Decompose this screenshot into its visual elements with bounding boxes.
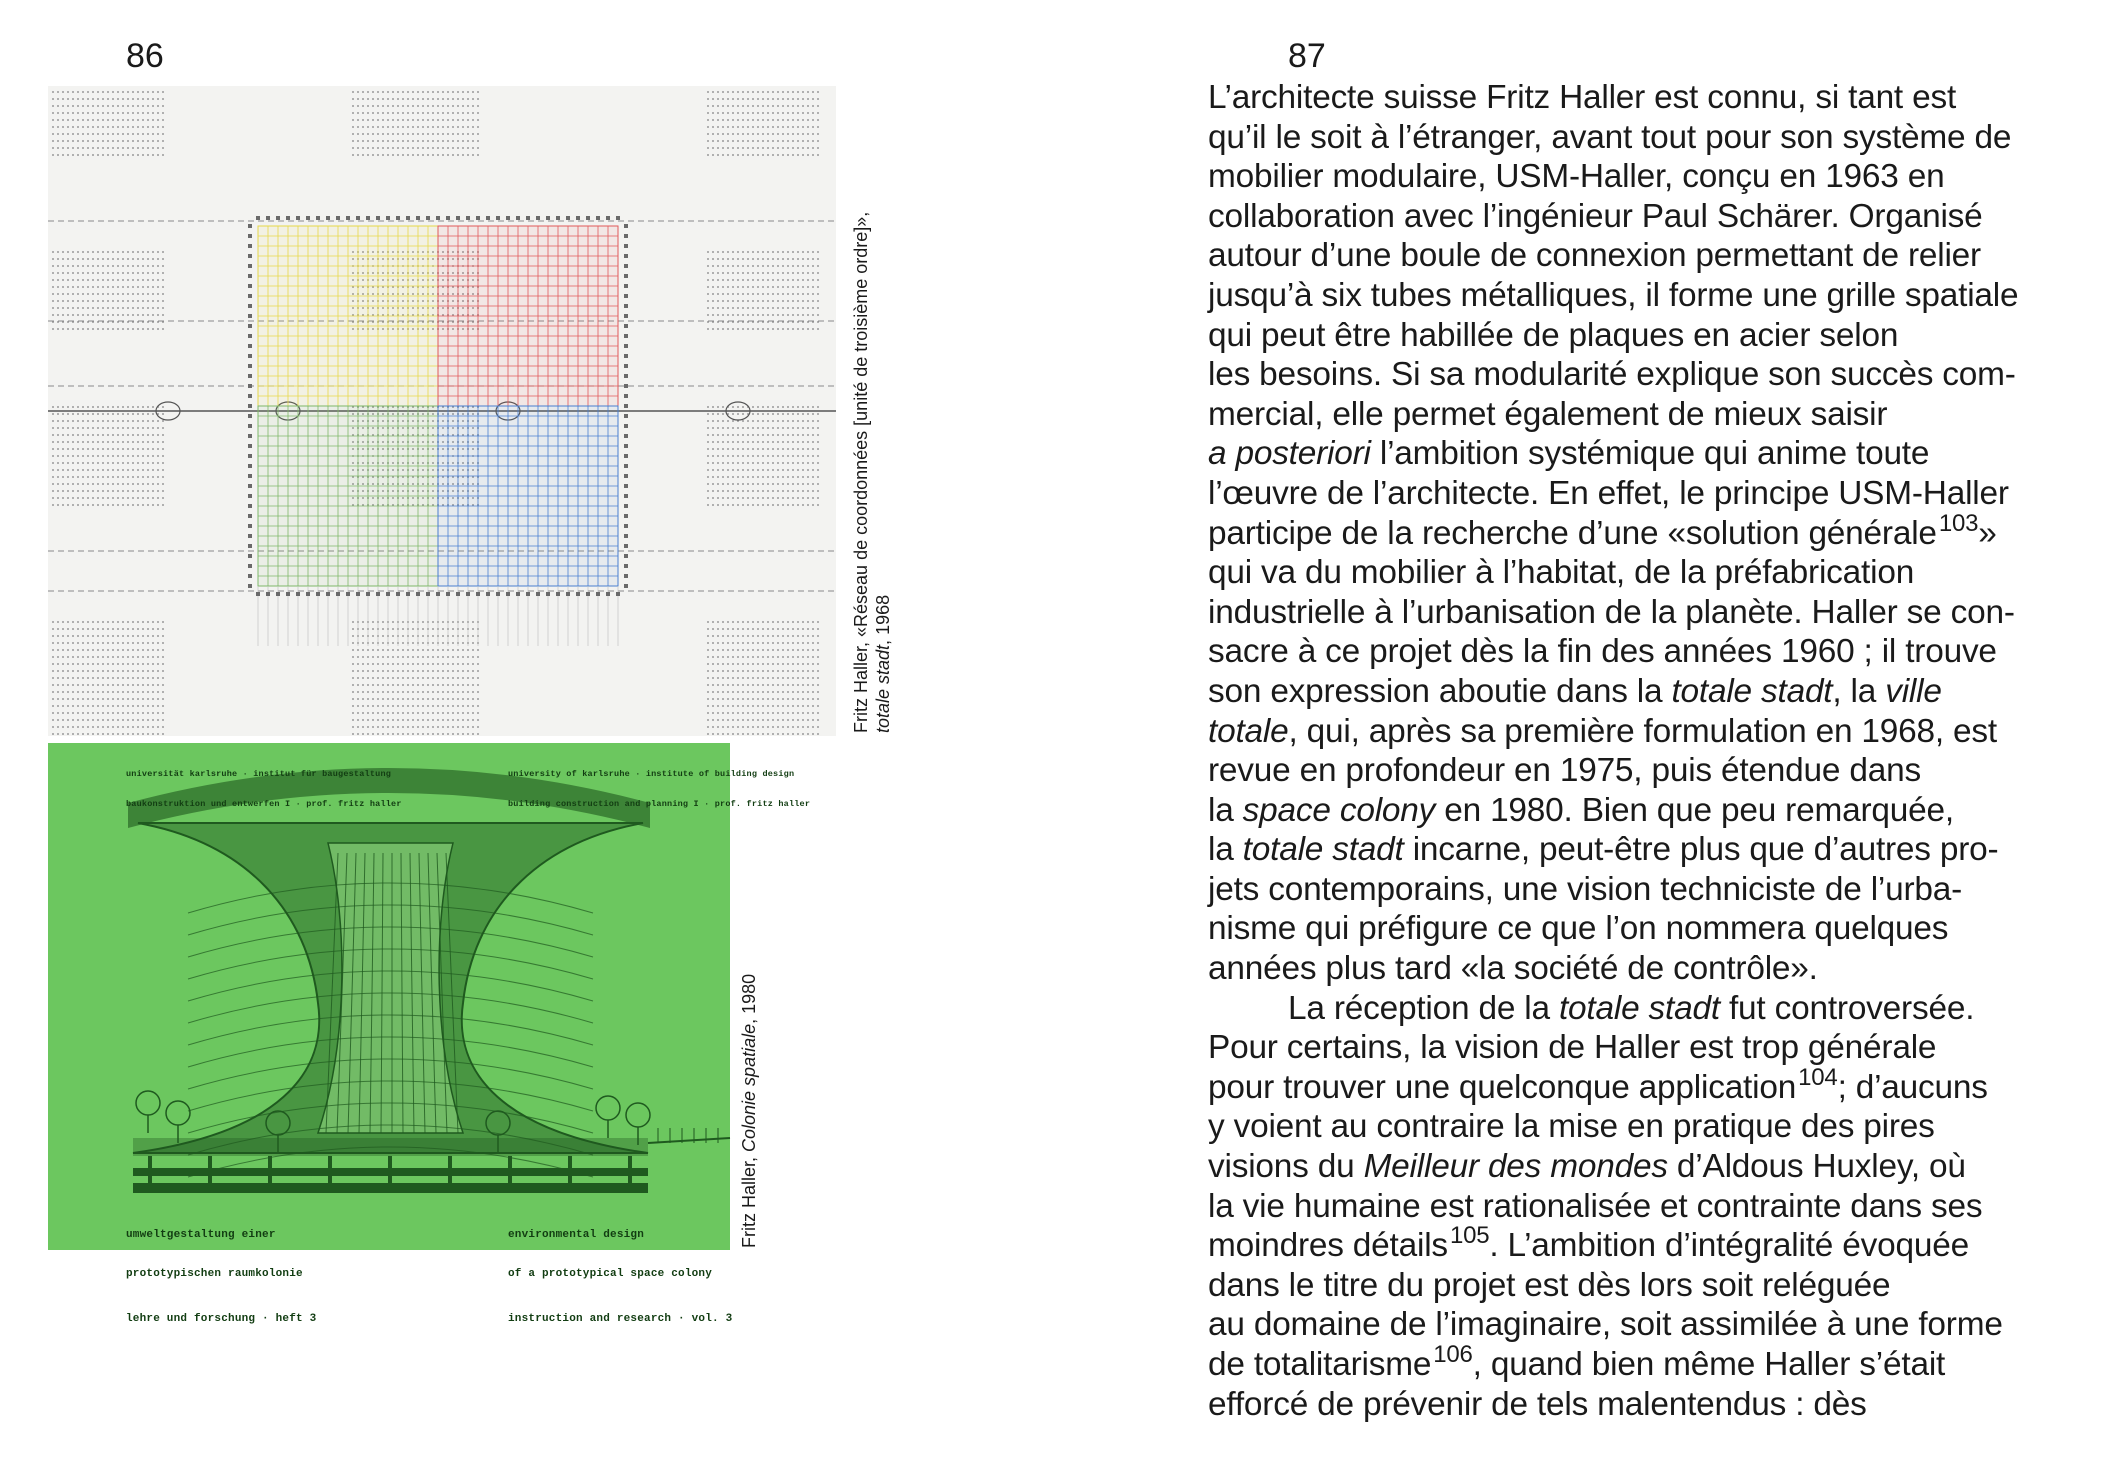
text-line [1208,593,2088,633]
coord-tick [596,216,600,220]
caption-grid-line1: Fritz Haller, «Réseau de coordonnées [unité de troisième ordre]», [851,211,871,733]
text-run: mobilier modulaire, USM-Haller, conçu en 1963 en [1208,158,1945,196]
text-line [1208,1266,2088,1306]
text-run: visions du [1208,1148,1364,1186]
coord-tick [486,592,490,596]
text-line [1208,870,2088,910]
coord-tick [248,254,252,258]
coord-tick [248,324,252,328]
text-run: autour d’une boule de connexion permettant de relier [1208,237,1981,275]
coord-tick [546,216,550,220]
coord-tick [406,216,410,220]
text-run: d’Aldous Huxley, où [1667,1148,1966,1186]
text-line [1208,672,2088,712]
ground-slab-bottom [133,1183,648,1193]
text-line [1208,1063,2088,1108]
colony-footer-left-2: prototypischen raumkolonie [126,1268,303,1280]
caption-colony-author: Fritz Haller, [739,1151,759,1248]
text-run: . L’ambition d’intégralité évoquée [1489,1227,1969,1265]
text-line [1208,1222,2088,1266]
coord-tick [248,354,252,358]
coord-tick [248,444,252,448]
coord-tick [624,444,628,448]
coord-tick [248,264,252,268]
coord-tick [248,384,252,388]
text-line [1208,118,2088,158]
coord-tick [248,294,252,298]
text-line [1208,276,2088,316]
coord-tick [356,216,360,220]
coord-tick [624,564,628,568]
coord-tick [624,334,628,338]
footnote-ref: 103 [1938,509,1979,537]
coord-tick [248,584,252,588]
coord-tick [248,374,252,378]
coord-tick [346,592,350,596]
coord-tick [396,216,400,220]
colony-footer-left [126,1203,316,1352]
colony-footer-left-3: lehre und forschung · heft 3 [126,1313,317,1325]
italic-term: space colony [1242,791,1436,829]
coord-tick [586,592,590,596]
coord-tick [248,504,252,508]
text-run: les besoins. Si sa modularité explique son succès com- [1208,356,2016,394]
text-run: qui peut être habillée de plaques en acier selon [1208,316,1899,354]
coord-tick [248,334,252,338]
text-run: industrielle à l’urbanisation de la planète. Haller se con- [1208,593,2015,631]
text-line [1208,395,2088,435]
coord-tick [624,374,628,378]
coord-tick [624,254,628,258]
coord-tick [516,216,520,220]
coord-tick [248,394,252,398]
coord-tick [576,592,580,596]
coord-tick [624,584,628,588]
colony-footer-left-1: umweltgestaltung einer [126,1229,276,1241]
coord-tick [624,484,628,488]
coord-tick [248,524,252,528]
coord-tick [296,592,300,596]
coord-tick [326,592,330,596]
coord-tick [286,592,290,596]
coord-tick [248,314,252,318]
coord-tick [566,592,570,596]
coord-tick [466,592,470,596]
text-run: la vie humaine est rationalisée et contrainte dans ses [1208,1187,1983,1225]
text-run: collaboration avec l’ingénieur Paul Schärer. Organisé [1208,197,1983,235]
coord-tick [624,414,628,418]
coord-tick [248,234,252,238]
coord-tick [256,592,260,596]
page-number-right: 87 [1288,37,1326,75]
text-run: revue en profondeur en 1975, puis étendue dans [1208,752,1921,790]
coord-tick [256,216,260,220]
coord-tick [496,216,500,220]
footnote-ref: 104 [1798,1063,1838,1091]
coord-tick [416,592,420,596]
tree-crown [626,1103,650,1127]
coord-tick [248,414,252,418]
coord-tick [376,216,380,220]
support-post [268,1156,272,1184]
text-run: qu’il le soit à l’étranger, avant tout pour son système de [1208,118,2012,156]
text-line [1208,157,2088,197]
text-run: efforcé de prévenir de tels malentendus : dès [1208,1385,1867,1423]
coord-tick [624,474,628,478]
italic-term: totale stadt [1558,989,1720,1027]
support-post [148,1156,152,1184]
coord-tick [624,264,628,268]
coord-tick [624,524,628,528]
text-line [1208,197,2088,237]
coord-tick [426,592,430,596]
text-run: La réception de la [1288,989,1559,1027]
coord-tick [306,216,310,220]
coord-tick [386,592,390,596]
caption-colony-year: , 1980 [739,973,759,1024]
coord-tick [506,592,510,596]
colony-footer-right [508,1203,732,1352]
italic-term: ville [1885,672,1942,710]
coord-tick [616,592,620,596]
support-post [388,1156,392,1184]
coord-tick [624,554,628,558]
coord-tick [306,592,310,596]
text-line [1208,78,2088,118]
text-run: de totalitarisme [1208,1346,1432,1383]
coord-tick [624,364,628,368]
page-number-left: 86 [126,37,164,75]
text-line [1208,316,2088,356]
coord-tick [406,592,410,596]
coord-tick [476,592,480,596]
coord-tick [624,434,628,438]
coord-tick [624,454,628,458]
coord-tick [624,244,628,248]
coord-tick [248,534,252,538]
text-run: participe de la recherche d’une «solution générale [1208,514,1937,552]
coord-tick [346,216,350,220]
coord-tick [248,494,252,498]
coord-tick [248,404,252,408]
text-line [1208,1341,2088,1385]
colony-footer-right-3: instruction and research · vol. 3 [508,1313,733,1325]
text-run: qui va du mobilier à l’habitat, de la préfabrication [1208,554,1915,592]
coord-tick [624,404,628,408]
coord-tick [624,514,628,518]
coord-tick [326,216,330,220]
coord-tick [624,284,628,288]
text-run: ; d’aucuns [1837,1068,1988,1106]
footnote-ref: 106 [1433,1341,1473,1368]
coord-tick [624,354,628,358]
text-line [1208,1147,2088,1187]
coord-tick [286,216,290,220]
coord-tick [276,216,280,220]
colony-header-left-2: baukonstruktion und entwerfen I · prof. fritz haller [126,799,402,809]
coord-tick [316,216,320,220]
coord-tick [536,592,540,596]
support-post [508,1156,512,1184]
text-line [1208,236,2088,276]
coord-tick [248,514,252,518]
footnote-ref: 105 [1449,1222,1490,1250]
coord-tick [248,274,252,278]
coord-tick [624,544,628,548]
text-line [1208,632,2088,672]
colony-header-right-2: building construction and planning I · prof. fritz haller [508,799,811,809]
coord-tick [436,592,440,596]
tree-crown [596,1096,620,1120]
text-line [1208,474,2088,514]
coord-tick [248,474,252,478]
body-text [1208,78,2088,1424]
coord-tick [248,564,252,568]
coord-tick [446,592,450,596]
text-run: la [1208,831,1243,869]
text-line [1208,1107,2088,1147]
coord-tick [336,216,340,220]
figure-caption-colony [738,974,760,1248]
coordinate-network-figure [48,86,836,736]
coord-tick [624,294,628,298]
text-run: en 1980. Bien que peu remarquée, [1435,791,1954,829]
coord-tick [316,592,320,596]
coord-tick [616,216,620,220]
text-line [1208,553,2088,593]
coord-tick [376,592,380,596]
coord-tick [624,494,628,498]
text-run: pour trouver une quelconque application [1208,1068,1797,1106]
coord-tick [248,364,252,368]
italic-term: totale stadt [1671,672,1833,710]
coord-tick [248,484,252,488]
coord-tick [248,284,252,288]
tree-crown [166,1101,190,1125]
text-line [1208,830,2088,870]
colony-header-left [126,749,402,829]
coord-tick [248,554,252,558]
coord-tick [396,592,400,596]
coord-tick [456,216,460,220]
coord-tick [248,424,252,428]
italic-term: a posteriori [1208,435,1371,473]
text-line [1208,509,2088,554]
coord-tick [624,394,628,398]
caption-grid-title: totale stadt [873,644,893,733]
coord-tick [624,504,628,508]
coord-tick [624,384,628,388]
coord-tick [536,216,540,220]
colony-header-right-1: university of karlsruhe · institute of building design [508,769,795,779]
text-run: dans le titre du projet est dès lors soit reléguée [1208,1266,1891,1304]
coord-tick [586,216,590,220]
coord-tick [336,592,340,596]
coord-tick [296,216,300,220]
text-run: sacre à ce projet dès la fin des années 1960 ; il trouve [1208,633,1997,671]
text-line [1208,751,2088,791]
caption-grid-year: , 1968 [873,594,893,645]
coord-tick [386,216,390,220]
coord-tick [248,244,252,248]
coord-tick [546,592,550,596]
text-line [1208,909,2088,949]
text-line [1208,434,2088,474]
coord-tick [506,216,510,220]
coord-tick [416,216,420,220]
text-run: l’œuvre de l’architecte. En effet, le principe USM-Haller [1208,474,2009,512]
coord-tick [466,216,470,220]
coord-tick [356,592,360,596]
coord-tick [624,424,628,428]
text-run: la [1208,791,1243,829]
coord-tick [456,592,460,596]
text-run: y voient au contraire la mise en pratique des pires [1208,1108,1935,1146]
text-run: , qui, après sa première formulation en 1968, est [1288,712,1997,750]
coord-tick [248,544,252,548]
coord-tick [596,592,600,596]
coord-tick [526,216,530,220]
support-post [448,1156,452,1184]
coord-tick [606,216,610,220]
coord-tick [624,274,628,278]
text-run: son expression aboutie dans la [1208,672,1672,710]
coord-tick [248,344,252,348]
coord-tick [276,592,280,596]
text-run: mercial, elle permet également de mieux saisir [1208,395,1888,433]
text-run: jusqu’à six tubes métalliques, il forme une grille spatiale [1208,276,2019,314]
colony-footer-right-2: of a prototypical space colony [508,1268,713,1280]
coord-tick [526,592,530,596]
coord-tick [476,216,480,220]
colony-header-right [508,749,810,829]
support-post [208,1156,212,1184]
text-line [1208,712,2088,752]
coord-tick [624,224,628,228]
coord-tick [576,216,580,220]
text-line [1208,989,2088,1029]
coord-tick [556,216,560,220]
coord-tick [624,234,628,238]
text-run: incarne, peut-être plus que d’autres pro- [1403,831,1999,869]
text-run: L’architecte suisse Fritz Haller est connu, si tant est [1208,79,1957,116]
coord-tick [516,592,520,596]
italic-term: Meilleur des mondes [1363,1148,1668,1186]
italic-term: totale stadt [1242,831,1404,869]
text-run: moindres détails [1208,1227,1448,1265]
coord-tick [556,592,560,596]
support-post [328,1156,332,1184]
coord-tick [248,304,252,308]
text-line [1208,791,2088,831]
tree-crown [136,1091,160,1115]
coord-tick [366,216,370,220]
text-run: , la [1832,672,1886,710]
coordinate-network-drawing [48,86,836,736]
text-run: nisme qui préfigure ce que l’on nommera quelques [1208,910,1949,948]
coord-tick [624,314,628,318]
coord-tick [248,434,252,438]
text-run: Pour certains, la vision de Haller est trop générale [1208,1029,1937,1067]
coord-tick [624,324,628,328]
coord-tick [426,216,430,220]
coord-tick [624,304,628,308]
coord-tick [248,574,252,578]
text-run: » [1978,514,1997,552]
coord-tick [446,216,450,220]
text-run: fut controversée. [1719,989,1975,1027]
text-line [1208,1305,2088,1345]
text-line [1208,949,2088,989]
coord-tick [486,216,490,220]
coord-tick [606,592,610,596]
coord-tick [624,344,628,348]
coord-tick [624,464,628,468]
caption-colony-title: Colonie spatiale [739,1023,759,1152]
text-line [1208,1028,2088,1068]
colony-footer-right-1: environmental design [508,1229,645,1241]
coord-tick [566,216,570,220]
coord-tick [248,454,252,458]
text-run: années plus tard «la société de contrôle». [1208,950,1818,988]
colony-header-left-1: universität karlsruhe · institut für baugestaltung [126,769,392,779]
text-line [1208,355,2088,395]
coord-tick [624,574,628,578]
italic-term: totale [1208,712,1289,750]
coord-tick [248,464,252,468]
coord-tick [266,592,270,596]
coord-tick [496,592,500,596]
coord-tick [624,534,628,538]
figure-caption-grid [850,212,894,733]
coord-tick [266,216,270,220]
text-run: l’ambition systémique qui anime toute [1370,435,1930,473]
text-line [1208,1385,2088,1425]
coord-tick [248,224,252,228]
text-run: jets contemporains, une vision techniciste de l’urba- [1208,870,1963,908]
coord-tick [436,216,440,220]
terrace [133,1138,648,1156]
support-post [568,1156,572,1184]
text-run: au domaine de l’imaginaire, soit assimilée à une forme [1208,1306,2003,1344]
text-run: , quand bien même Haller s’était [1472,1346,1946,1383]
support-post [628,1156,632,1184]
text-line [1208,1187,2088,1227]
coord-tick [366,592,370,596]
